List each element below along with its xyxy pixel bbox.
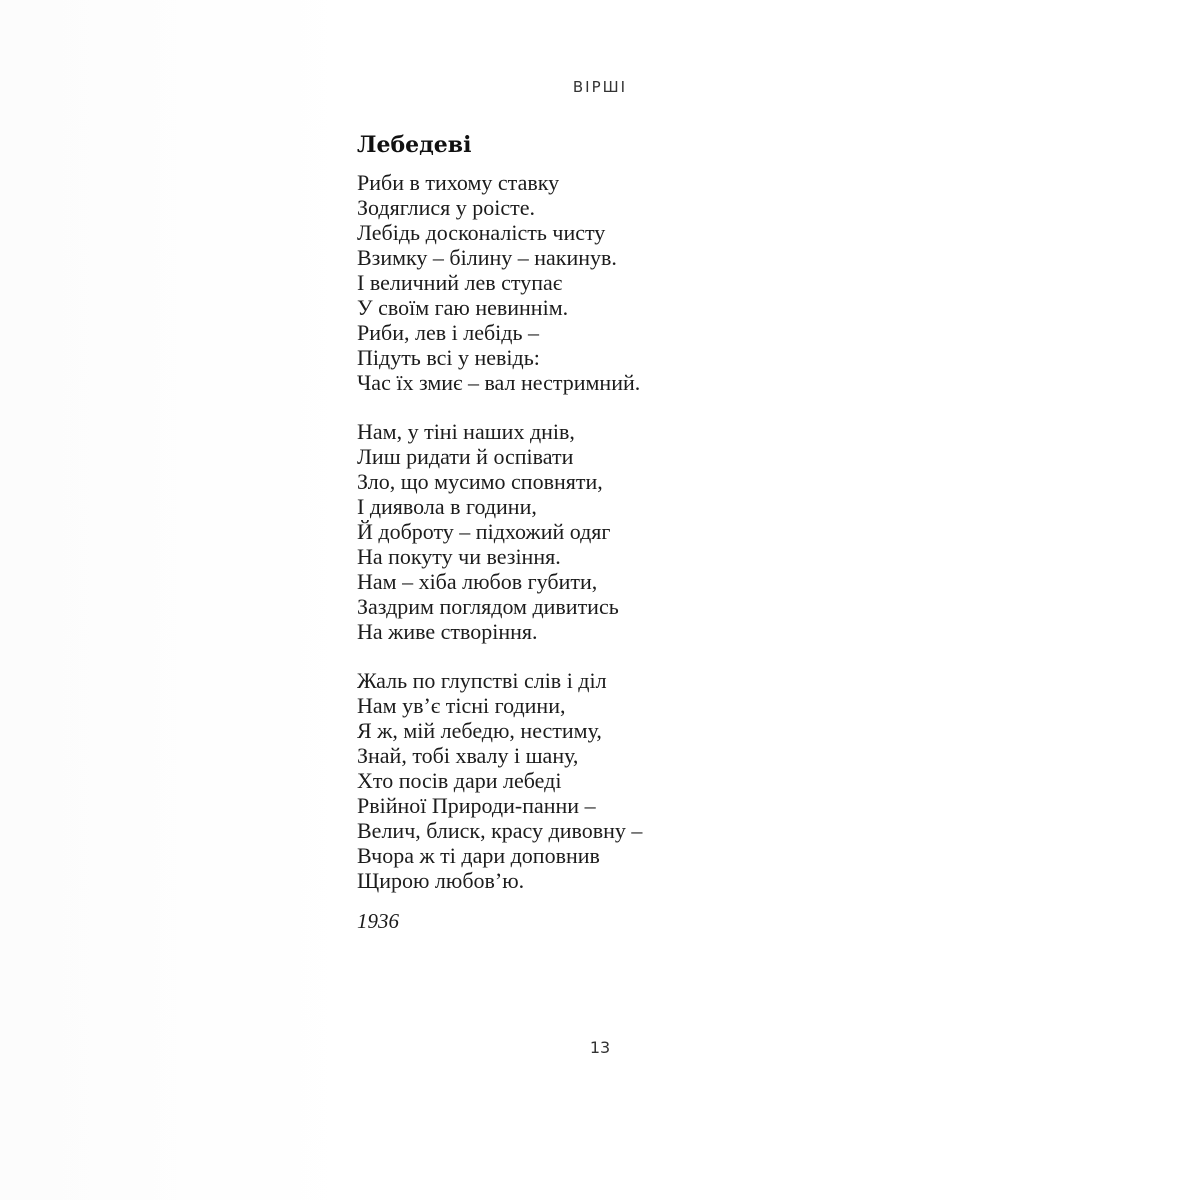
verse-line: Нам, у тіні наших днів,	[357, 419, 575, 444]
verse-line: Хто посів дари лебеді	[357, 768, 562, 793]
verse-line: Час їх змиє – вал нестримний.	[357, 370, 641, 395]
verse-line: Нам – хіба любов губити,	[357, 569, 598, 594]
verse-line: Риби, лев і лебідь –	[357, 320, 539, 345]
stanza-3	[357, 668, 917, 893]
poem-title: Лебедеві	[357, 132, 472, 158]
verse-line: Лиш ридати й оспівати	[357, 444, 574, 469]
verse-line: І диявола в години,	[357, 494, 537, 519]
verse-line: Зодяглися у роісте.	[357, 195, 535, 220]
verse-line: Лебідь досконалість чисту	[357, 220, 606, 245]
poem	[357, 130, 917, 934]
verse-line: Заздрим поглядом дивитись	[357, 594, 619, 619]
verse-line: Й доброту – підхожий одяг	[357, 519, 611, 544]
verse-line: Риби в тихому ставку	[357, 170, 560, 195]
verse-line: Вчора ж ті дари доповнив	[357, 843, 600, 868]
verse-line: Рвійної Природи-панни –	[357, 793, 596, 818]
poem-date: 1936	[357, 909, 399, 933]
verse-line: На покуту чи везіння.	[357, 544, 561, 569]
verse-line: На живе створіння.	[357, 619, 538, 644]
verse-line: У своїм гаю невиннім.	[357, 295, 569, 320]
verse-line: Знай, тобі хвалу і шану,	[357, 743, 579, 768]
stanza-1	[357, 170, 917, 395]
verse-line: Нам ув’є тісні години,	[357, 693, 566, 718]
verse-line: Щирою любов’ю.	[357, 868, 525, 893]
verse-line: Жаль по глупстві слів і діл	[357, 668, 607, 693]
running-head: ВІРШІ	[572, 78, 628, 96]
verse-line: Підуть всі у невідь:	[357, 345, 540, 370]
stanza-2	[357, 419, 917, 644]
verse-line: Я ж, мій лебедю, нестиму,	[357, 718, 602, 743]
verse-line: Велич, блиск, красу дивовну –	[357, 818, 643, 843]
page-number: 13	[589, 1038, 611, 1057]
verse-line: Взимку – білину – накинув.	[357, 245, 617, 270]
verse-line: І величний лев ступає	[357, 270, 563, 295]
verse-line: Зло, що мусимо сповняти,	[357, 469, 603, 494]
